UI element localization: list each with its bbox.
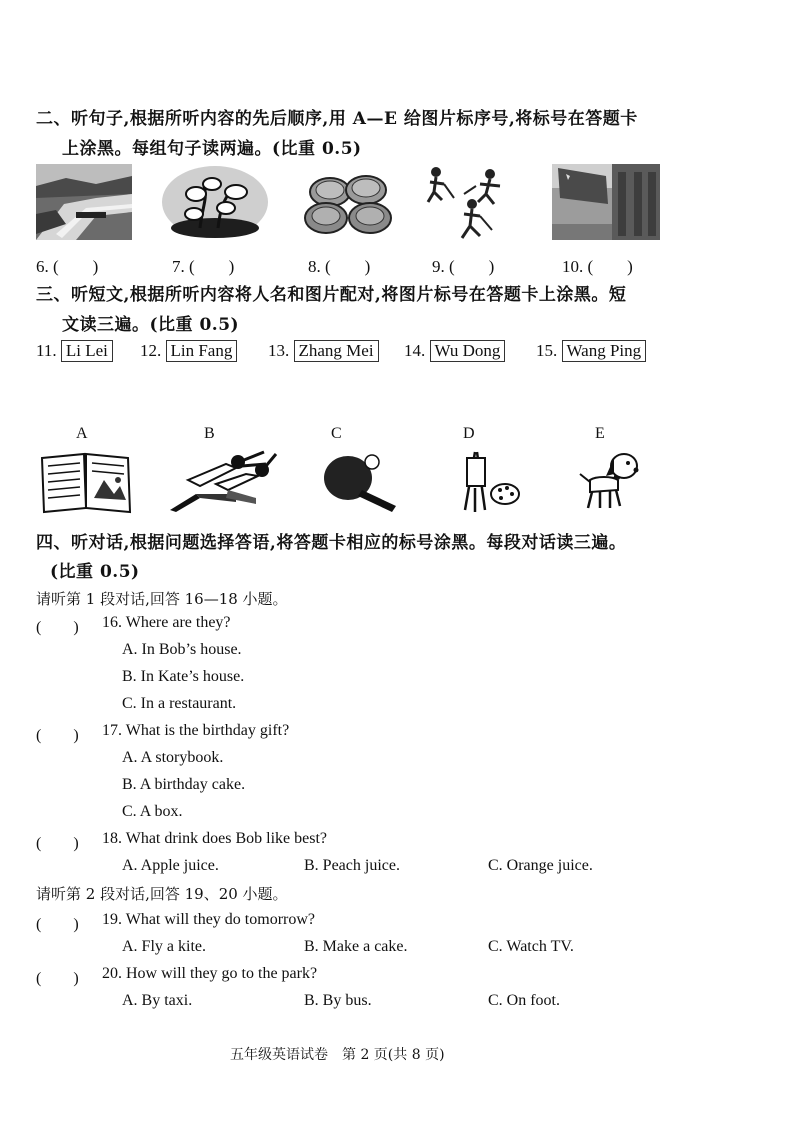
section2-heading-line2: 上涂黑。每组句子读两遍。(比重 0.5) [62, 139, 362, 159]
name-item-14 [404, 340, 505, 362]
flag-building-photo [552, 164, 660, 240]
name-box: Li Lei [61, 340, 113, 362]
answer-paren-18[interactable]: ( ) [36, 835, 79, 852]
blank-7[interactable]: 7. ( ) [172, 257, 235, 276]
section3-heading-line2: 文读三遍。(比重 0.5) [62, 315, 240, 335]
option-18-a: A. Apple juice. [122, 857, 219, 874]
question-20: 20. How will they go to the park? [102, 965, 318, 982]
option-16-b: B. In Kate’s house. [122, 668, 245, 685]
section3-heading-line1: 三、听短文,根据所听内容将人名和图片配对,将图片标号在答题卡上涂黑。短 [36, 285, 627, 305]
option-17-b: B. A birthday cake. [122, 776, 246, 793]
blank-9[interactable]: 9. ( ) [432, 257, 495, 276]
plant-drawing [160, 164, 270, 242]
answer-paren-16[interactable]: ( ) [36, 619, 79, 636]
blank-10[interactable]: 10. ( ) [562, 257, 633, 276]
option-19-c: C. Watch TV. [488, 938, 574, 955]
picture-letter-a: A [76, 425, 88, 442]
option-17-a: A. A storybook. [122, 749, 224, 766]
question-17: 17. What is the birthday gift? [102, 722, 290, 739]
name-box: Zhang Mei [294, 340, 379, 362]
name-item-13 [268, 340, 379, 362]
section2-heading-line1: 二、听句子,根据所听内容的先后顺序,用 A—E 给图片标序号,将标号在答题卡 [36, 109, 638, 129]
name-item-15 [536, 340, 646, 362]
name-number: 15. [536, 341, 558, 360]
option-20-a: A. By taxi. [122, 992, 193, 1009]
easel-palette-icon [455, 448, 521, 514]
answer-paren-17[interactable]: ( ) [36, 727, 79, 744]
option-19-a: A. Fly a kite. [122, 938, 206, 955]
name-number: 13. [268, 341, 290, 360]
mooncakes-drawing [302, 166, 394, 240]
name-box: Wang Ping [562, 340, 647, 362]
name-box: Lin Fang [166, 340, 238, 362]
ice-hockey-drawing [420, 164, 512, 242]
name-item-11 [36, 340, 113, 362]
option-19-b: B. Make a cake. [304, 938, 408, 955]
option-18-b: B. Peach juice. [304, 857, 400, 874]
page-footer: 五年级英语试卷 第 2 页(共 8 页) [230, 1047, 445, 1063]
picture-letter-b: B [204, 425, 215, 442]
blank-8[interactable]: 8. ( ) [308, 257, 371, 276]
swimming-icon [166, 446, 278, 514]
name-number: 14. [404, 341, 426, 360]
picture-letter-d: D [463, 425, 475, 442]
picture-letter-e: E [595, 425, 605, 442]
option-16-c: C. In a restaurant. [122, 695, 237, 712]
dialog2-instruction: 请听第 2 段对话,回答 19、20 小题。 [36, 885, 288, 903]
answer-paren-19[interactable]: ( ) [36, 916, 79, 933]
blank-6[interactable]: 6. ( ) [36, 257, 99, 276]
ping-pong-icon [322, 452, 402, 514]
picture-letter-c: C [331, 425, 342, 442]
dog-icon [574, 446, 646, 514]
option-17-c: C. A box. [122, 803, 183, 820]
question-16: 16. Where are they? [102, 614, 231, 631]
answer-paren-20[interactable]: ( ) [36, 970, 79, 987]
name-number: 11. [36, 341, 57, 360]
name-item-12 [140, 340, 237, 362]
book-icon [38, 450, 134, 514]
name-number: 12. [140, 341, 162, 360]
question-19: 19. What will they do tomorrow? [102, 911, 315, 928]
section4-heading-line2: (比重 0.5) [50, 562, 140, 582]
option-20-b: B. By bus. [304, 992, 372, 1009]
question-18: 18. What drink does Bob like best? [102, 830, 327, 847]
option-16-a: A. In Bob’s house. [122, 641, 242, 658]
option-20-c: C. On foot. [488, 992, 560, 1009]
section4-heading-line1: 四、听对话,根据问题选择答语,将答题卡相应的标号涂黑。每段对话读三遍。 [36, 533, 627, 553]
option-18-c: C. Orange juice. [488, 857, 593, 874]
name-box: Wu Dong [430, 340, 506, 362]
river-dam-photo [36, 164, 132, 240]
dialog1-instruction: 请听第 1 段对话,回答 16—18 小题。 [36, 590, 288, 608]
